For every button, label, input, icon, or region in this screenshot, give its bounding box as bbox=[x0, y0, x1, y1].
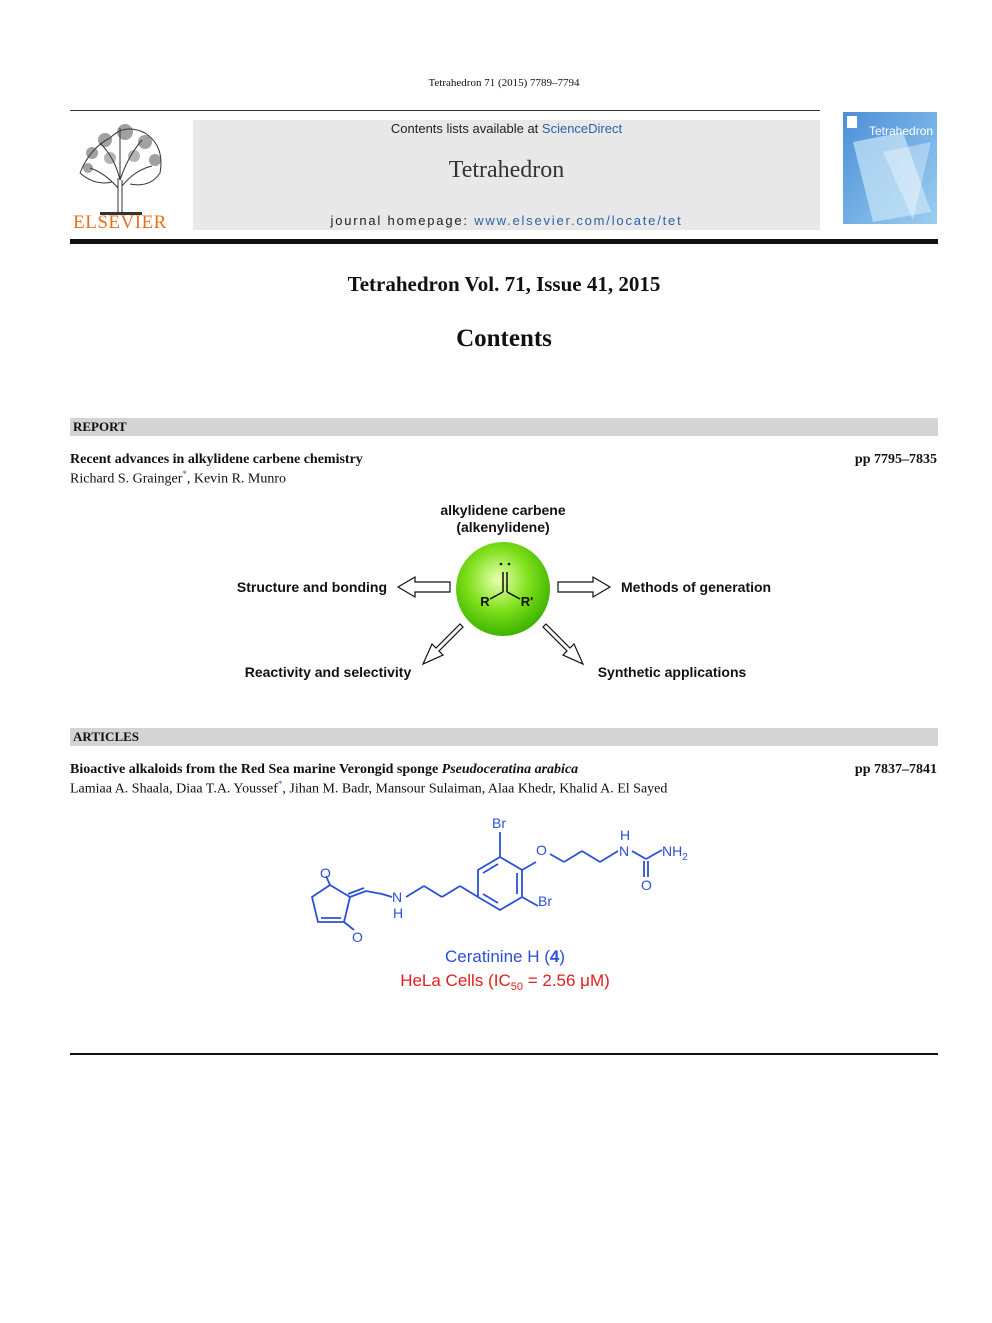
header-divider bbox=[70, 110, 820, 111]
r-group-2: R' bbox=[520, 594, 534, 609]
sciencedirect-link[interactable]: ScienceDirect bbox=[541, 121, 623, 136]
contents-heading: Contents bbox=[456, 325, 552, 352]
journal-name: Tetrahedron bbox=[448, 157, 565, 183]
atom-br-top: Br bbox=[492, 815, 506, 831]
label-structure-bonding: Structure and bonding bbox=[236, 579, 387, 595]
homepage-prefix: journal homepage: bbox=[330, 213, 475, 228]
arrow-down-left-icon bbox=[423, 624, 463, 664]
issue-title: Tetrahedron Vol. 71, Issue 41, 2015 bbox=[347, 272, 661, 296]
article-authors bbox=[70, 779, 667, 798]
atom-nh2: $NH_2$ bbox=[662, 843, 688, 863]
section-label: REPORT bbox=[73, 419, 127, 434]
cover-title: Tetrahedron bbox=[869, 124, 934, 138]
elsevier-wordmark: ELSEVIER bbox=[73, 212, 167, 233]
ceratinine-atom-labels bbox=[320, 815, 688, 945]
header-bottom-rule bbox=[70, 239, 938, 244]
article-pages: pp 7795–7835 bbox=[854, 452, 937, 467]
contents-prefix: Contents lists available at bbox=[390, 121, 542, 136]
journal-citation: Tetrahedron 71 (2015) 7789–7794 bbox=[428, 77, 580, 89]
contents-availability bbox=[193, 121, 820, 136]
elsevier-logo[interactable] bbox=[70, 118, 170, 232]
atom-o-urea: O bbox=[641, 877, 652, 893]
author-list-end: , Kevin R. Munro bbox=[186, 471, 287, 487]
corresponding-author-marker[interactable]: * bbox=[277, 779, 283, 789]
ceratinine-structure-icon bbox=[312, 832, 662, 930]
journal-homepage bbox=[193, 213, 820, 228]
arrow-left-icon bbox=[398, 577, 450, 597]
journal-cover[interactable] bbox=[843, 112, 937, 230]
author-list-end: , Jihan M. Badr, Mansour Sulaiman, Alaa Khedr, Khalid A. El Sayed bbox=[282, 781, 668, 797]
compound-activity: HeLa Cells ($IC_{50} = 2.56$ μM) bbox=[400, 971, 610, 993]
atom-n-amine: N bbox=[392, 889, 403, 905]
atom-n-urea: N bbox=[619, 843, 630, 859]
homepage-link[interactable]: www.elsevier.com/locate/tet bbox=[474, 213, 683, 228]
r-group-1: R bbox=[480, 594, 490, 609]
graphical-abstract-carbene[interactable] bbox=[210, 497, 800, 692]
atom-h-urea: H bbox=[620, 827, 631, 843]
atom-o-ether: O bbox=[536, 842, 547, 858]
article-title-link[interactable] bbox=[70, 762, 578, 778]
arrow-down-right-icon bbox=[543, 624, 583, 664]
arrow-right-icon bbox=[558, 577, 610, 597]
author-list-start: Richard S. Grainger bbox=[70, 471, 183, 487]
atom-br-bottom: Br bbox=[538, 893, 552, 909]
article-pages: pp 7837–7841 bbox=[854, 762, 937, 777]
author-list-start: Lamiaa A. Shaala, Diaa T.A. Youssef bbox=[70, 781, 278, 797]
carbene-label-line2: (alkenylidene) bbox=[456, 519, 550, 535]
label-synthetic-applications: Synthetic applications bbox=[597, 664, 747, 680]
title-text: Bioactive alkaloids from the Red Sea marine Verongid sponge bbox=[70, 762, 442, 777]
label-reactivity-selectivity: Reactivity and selectivity bbox=[244, 664, 412, 680]
label-methods-generation: Methods of generation bbox=[621, 579, 772, 595]
atom-h-amine: H bbox=[393, 905, 404, 921]
article-title-link[interactable]: Recent advances in alkylidene carbene chemistry bbox=[70, 452, 363, 467]
atom-o-ring-bottom: O bbox=[352, 929, 363, 945]
section-bar-articles bbox=[70, 728, 938, 746]
title-species: Pseudoceratina arabica bbox=[441, 762, 579, 777]
atom-o-ring-top: O bbox=[320, 865, 331, 881]
footer-rule bbox=[70, 1053, 938, 1055]
corresponding-author-marker[interactable]: * bbox=[182, 469, 187, 479]
section-label: ARTICLES bbox=[73, 729, 140, 744]
journal-banner bbox=[193, 120, 820, 230]
section-bar-report bbox=[70, 418, 938, 436]
compound-name: Ceratinine H (4) bbox=[444, 947, 566, 966]
graphical-abstract-ceratinine[interactable] bbox=[300, 810, 720, 1000]
article-authors bbox=[70, 469, 286, 488]
carbene-label-line1: alkylidene carbene bbox=[440, 502, 566, 518]
